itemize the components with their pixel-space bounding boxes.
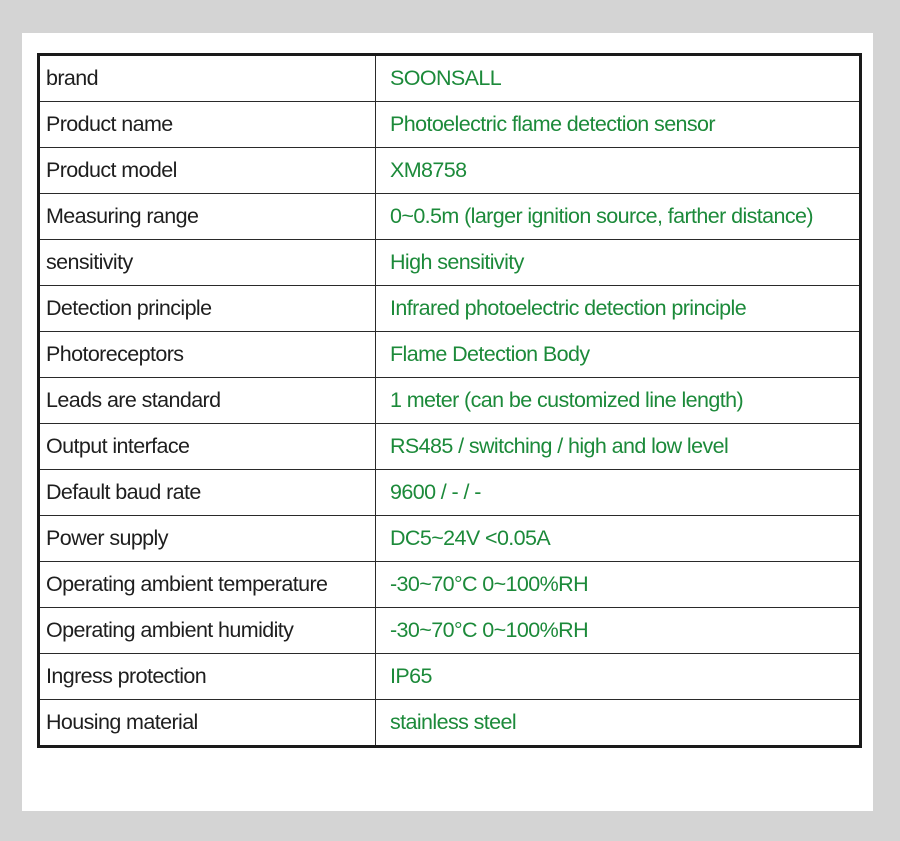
row-label: Detection principle	[39, 286, 376, 332]
row-value: SOONSALL	[376, 55, 861, 102]
row-value: IP65	[376, 654, 861, 700]
table-row-power-supply	[39, 516, 861, 562]
spec-card	[22, 33, 873, 811]
row-value: Infrared photoelectric detection principle	[376, 286, 861, 332]
row-label: Product name	[39, 102, 376, 148]
row-value: High sensitivity	[376, 240, 861, 286]
table-row-baud-rate	[39, 470, 861, 516]
row-label: brand	[39, 55, 376, 102]
row-label: Operating ambient humidity	[39, 608, 376, 654]
table-row-product-name	[39, 102, 861, 148]
table-row-measuring-range	[39, 194, 861, 240]
row-value: Flame Detection Body	[376, 332, 861, 378]
row-label: sensitivity	[39, 240, 376, 286]
row-label: Housing material	[39, 700, 376, 747]
row-value: DC5~24V <0.05A	[376, 516, 861, 562]
row-value: 9600 / - / -	[376, 470, 861, 516]
row-label: Photoreceptors	[39, 332, 376, 378]
table-row-leads	[39, 378, 861, 424]
row-label: Leads are standard	[39, 378, 376, 424]
row-label: Product model	[39, 148, 376, 194]
spec-table	[37, 53, 862, 748]
table-row-detection-principle	[39, 286, 861, 332]
row-value: 0~0.5m (larger ignition source, farther distance)	[376, 194, 861, 240]
row-value: RS485 / switching / high and low level	[376, 424, 861, 470]
row-label: Ingress protection	[39, 654, 376, 700]
row-label: Default baud rate	[39, 470, 376, 516]
row-label: Operating ambient temperature	[39, 562, 376, 608]
row-value: 1 meter (can be customized line length)	[376, 378, 861, 424]
table-row-ingress-protection	[39, 654, 861, 700]
row-label: Output interface	[39, 424, 376, 470]
row-value: -30~70°C 0~100%RH	[376, 562, 861, 608]
table-row-housing-material	[39, 700, 861, 747]
table-row-sensitivity	[39, 240, 861, 286]
table-row-output-interface	[39, 424, 861, 470]
table-row-ambient-temperature	[39, 562, 861, 608]
row-value: XM8758	[376, 148, 861, 194]
table-row-product-model	[39, 148, 861, 194]
row-label: Measuring range	[39, 194, 376, 240]
table-row-photoreceptors	[39, 332, 861, 378]
row-value: stainless steel	[376, 700, 861, 747]
row-value: Photoelectric flame detection sensor	[376, 102, 861, 148]
table-row-ambient-humidity	[39, 608, 861, 654]
row-value: -30~70°C 0~100%RH	[376, 608, 861, 654]
table-row-brand	[39, 55, 861, 102]
row-label: Power supply	[39, 516, 376, 562]
